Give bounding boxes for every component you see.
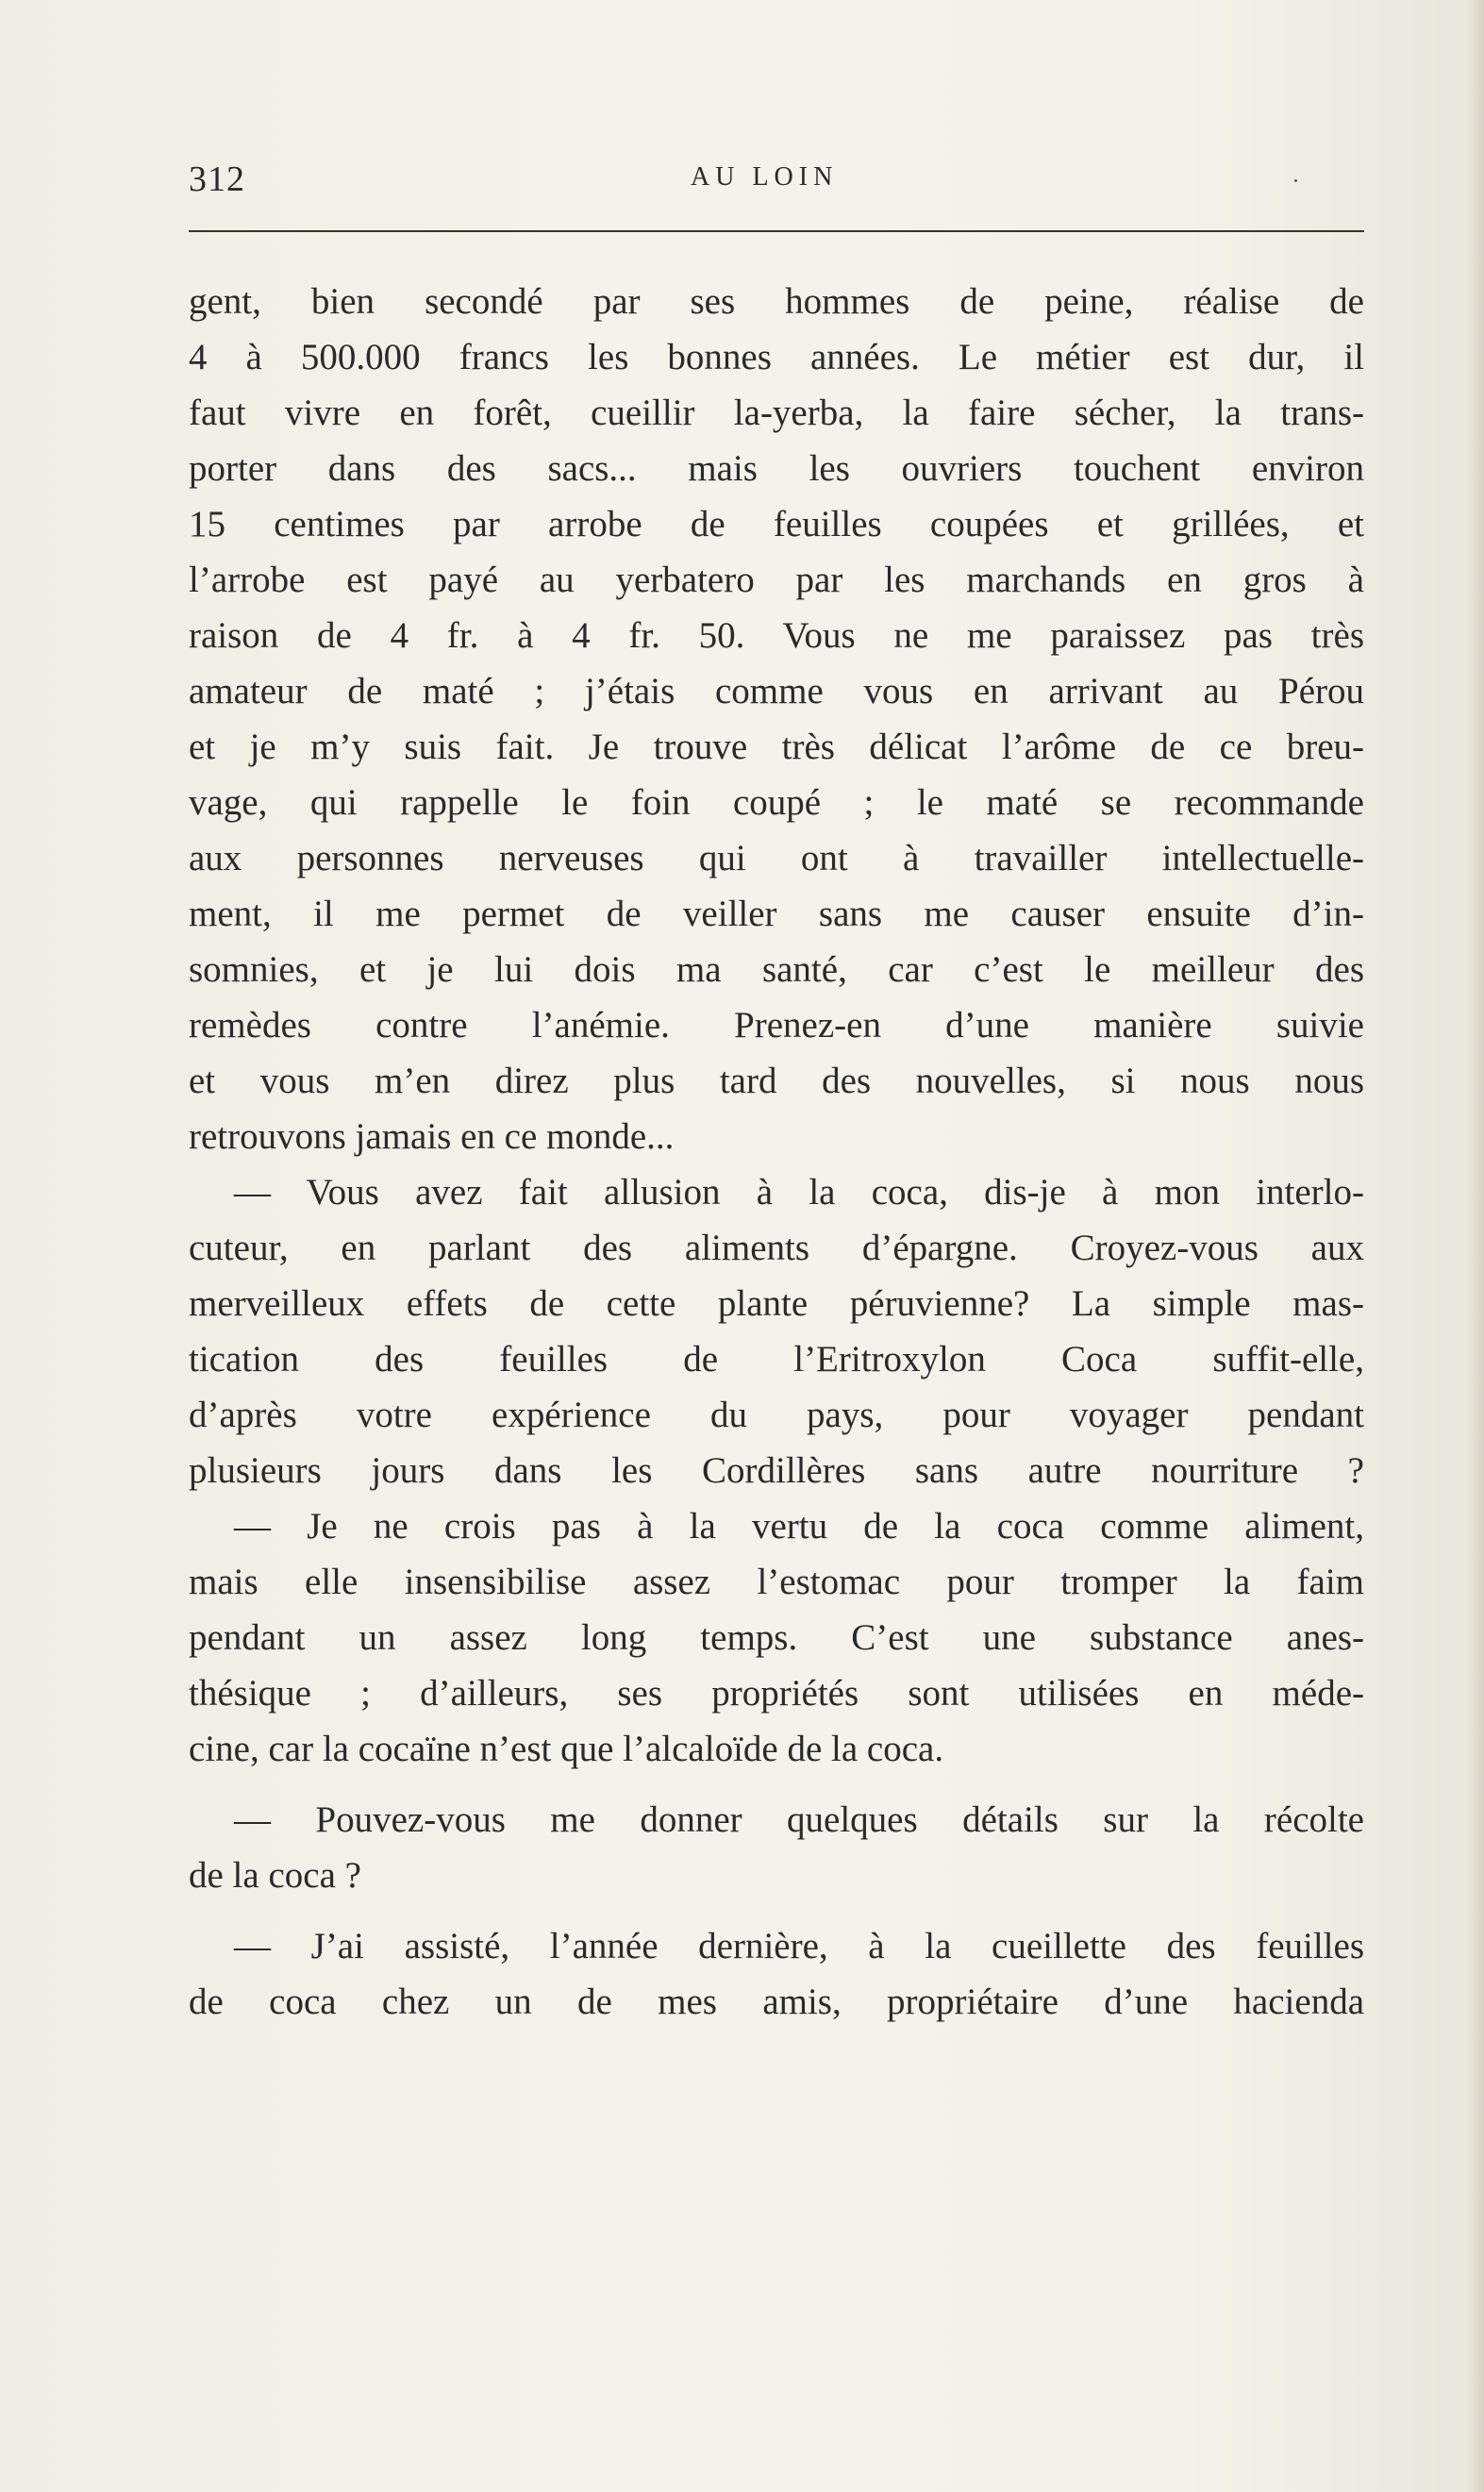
text-line: et je m’y suis fait. Je trouve très délicat l’arôme de ce breu- xyxy=(189,727,1364,767)
text-line: 15 centimes par arrobe de feuilles coupées et grillées, et xyxy=(189,504,1364,544)
text-line: amateur de maté ; j’étais comme vous en arrivant au Pérou xyxy=(189,671,1364,711)
text-line: merveilleux effets de cette plante péruvienne? La simple mas- xyxy=(189,1283,1364,1324)
text-line: — Je ne crois pas à la vertu de la coca comme aliment, xyxy=(234,1506,1364,1547)
text-line: — J’ai assisté, l’année dernière, à la cueillette des feuilles xyxy=(234,1926,1364,1966)
body-text xyxy=(189,274,1364,2030)
text-line: tication des feuilles de l’Eritroxylon Coca suffit-elle, xyxy=(189,1339,1364,1380)
text-line: l’arrobe est payé au yerbatero par les marchands en gros à xyxy=(189,560,1364,600)
running-title: AU LOIN xyxy=(691,162,839,192)
text-line: somnies, et je lui dois ma santé, car c’est le meilleur des xyxy=(189,949,1364,990)
text-line: gent, bien secondé par ses hommes de peine, réalise de xyxy=(189,281,1364,322)
text-line: d’après votre expérience du pays, pour voyager pendant xyxy=(189,1395,1364,1435)
text-line: retrouvons jamais en ce monde... xyxy=(189,1116,675,1157)
text-line: — Vous avez fait allusion à la coca, dis-je à mon interlo- xyxy=(234,1172,1364,1213)
text-line: et vous m’en direz plus tard des nouvelles, si nous nous xyxy=(189,1061,1364,1101)
text-line: vage, qui rappelle le foin coupé ; le maté se recommande xyxy=(189,782,1364,823)
page-gutter-shadow xyxy=(1467,0,1484,2492)
text-line: faut vivre en forêt, cueillir la-yerba, la faire sécher, la trans- xyxy=(189,393,1364,433)
header-rule xyxy=(189,230,1364,232)
text-line: cuteur, en parlant des aliments d’épargne. Croyez-vous aux xyxy=(189,1228,1364,1268)
text-line: cine, car la cocaïne n’est que l’alcaloïde de la coca. xyxy=(189,1729,944,1769)
text-line: ment, il me permet de veiller sans me causer ensuite d’in- xyxy=(189,894,1364,934)
text-line: de coca chez un de mes amis, propriétaire d’une hacienda xyxy=(189,1982,1364,2022)
print-speck xyxy=(1294,179,1297,182)
text-line: porter dans des sacs... mais les ouvriers touchent environ xyxy=(189,448,1364,489)
text-line: pendant un assez long temps. C’est une substance anes- xyxy=(189,1617,1364,1658)
text-line: mais elle insensibilise assez l’estomac pour tromper la faim xyxy=(189,1562,1364,1602)
text-line: de la coca ? xyxy=(189,1855,361,1896)
page-number: 312 xyxy=(189,159,245,199)
text-line: remèdes contre l’anémie. Prenez-en d’une manière suivie xyxy=(189,1005,1364,1045)
text-line: thésique ; d’ailleurs, ses propriétés sont utilisées en méde- xyxy=(189,1673,1364,1714)
text-line: 4 à 500.000 francs les bonnes années. Le métier est dur, il xyxy=(189,337,1364,377)
page-header xyxy=(189,159,1368,215)
text-line: — Pouvez-vous me donner quelques détails sur la récolte xyxy=(234,1799,1364,1840)
text-line: plusieurs jours dans les Cordillères sans autre nourriture ? xyxy=(189,1450,1364,1491)
text-line: aux personnes nerveuses qui ont à travailler intellectuelle- xyxy=(189,838,1364,878)
text-line: raison de 4 fr. à 4 fr. 50. Vous ne me paraissez pas très xyxy=(189,615,1364,656)
